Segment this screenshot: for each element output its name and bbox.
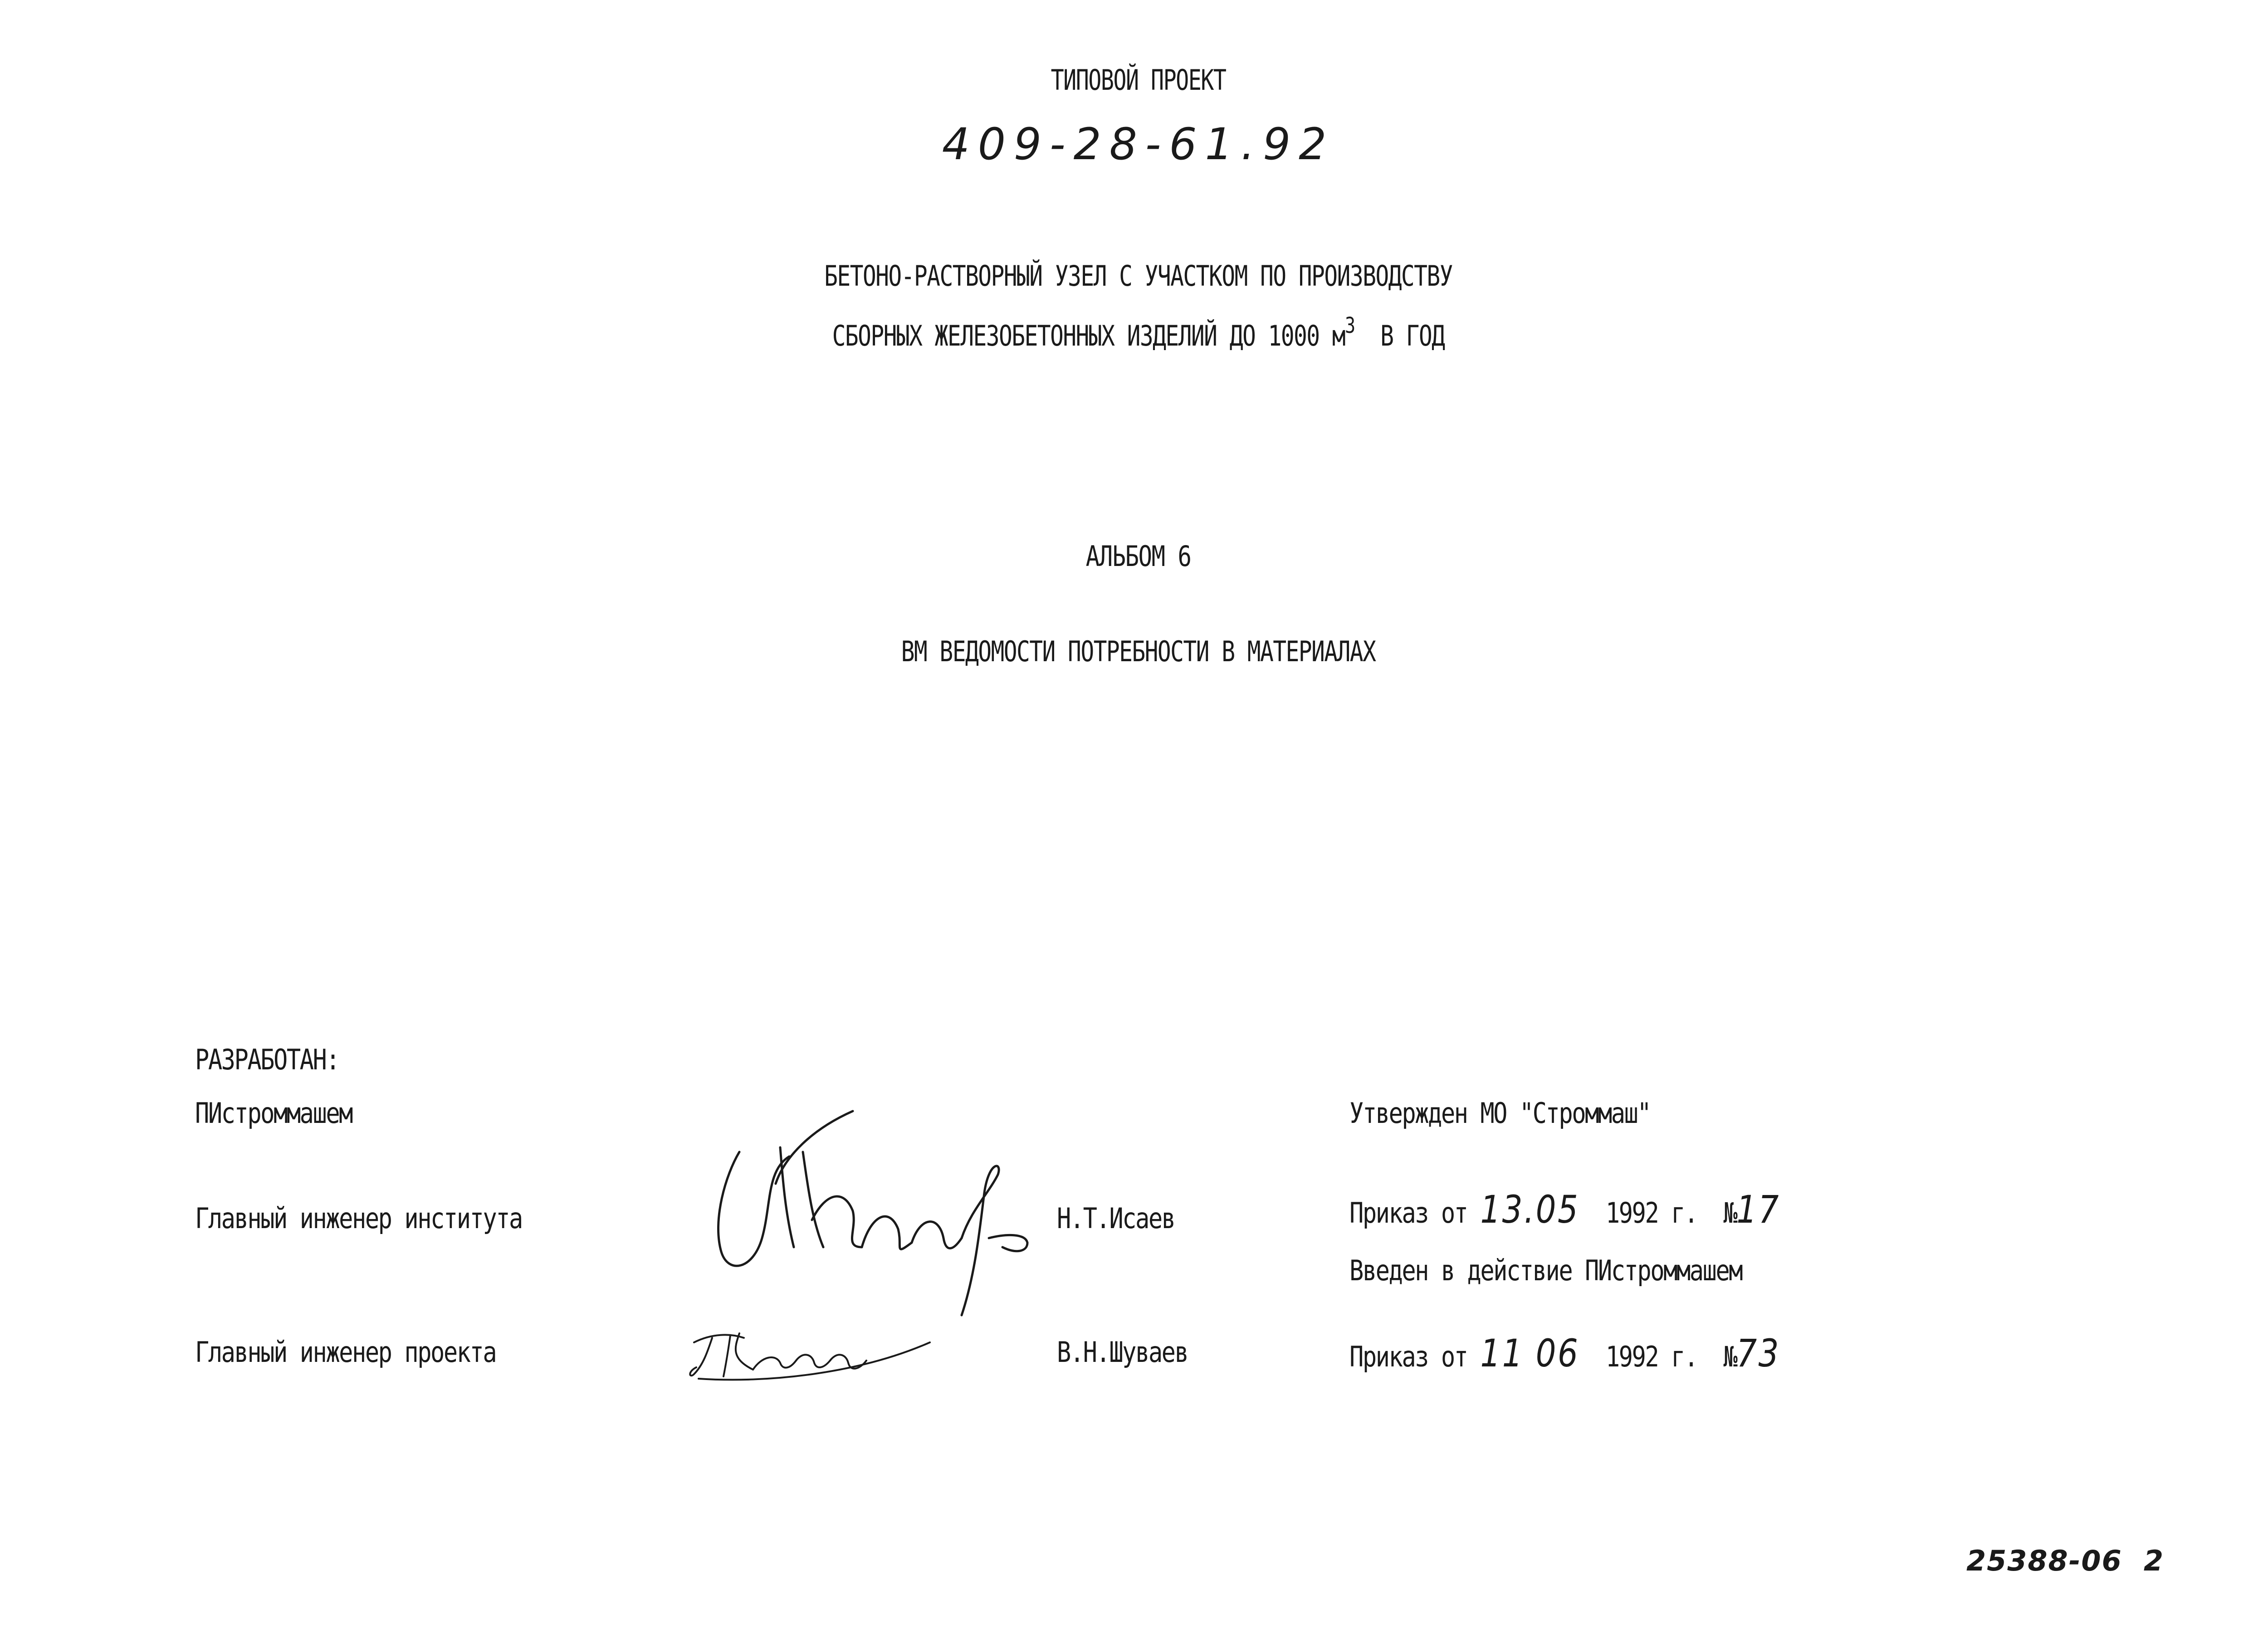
order-line-2 [1349,1331,1780,1375]
order-line-1 [1349,1187,1780,1232]
order-2-number-sign: № [1723,1340,1737,1373]
signer-1-name: Н.Т.Исаев [1057,1202,1175,1235]
title-line-2 [228,313,2049,352]
title-line-2-prefix: СБОРНЫХ ЖЕЛЕЗОБЕТОННЫХ ИЗДЕЛИЙ ДО 1000 м [832,319,1345,352]
project-number: 409-28-61.92 [942,119,1335,170]
order-1-number-sign: № [1723,1196,1737,1229]
signature-isaev [708,1102,1034,1320]
order-1-prefix: Приказ от [1349,1196,1467,1229]
institute-name: ПИстроммашем [195,1097,352,1130]
title-line-1: БЕТОНО-РАСТВОРНЫЙ УЗЕЛ С УЧАСТКОМ ПО ПРОИЗВОДСТВУ [824,259,1452,293]
introduced-by: Введен в действие ПИстроммашем [1349,1254,1742,1287]
stamp-sheet-number: 2 [2143,1544,2165,1577]
album-subtitle: ВМ ВЕДОМОСТИ ПОТРЕБНОСТИ В МАТЕРИАЛАХ [901,635,1376,668]
title-superscript: 3 [1345,313,1355,338]
signer-2-name: В.Н.Шуваев [1057,1336,1188,1369]
order-2-date: 11 06 [1480,1331,1580,1375]
album-label: АЛЬБОМ 6 [1085,540,1191,573]
order-2-number: 73 [1736,1331,1780,1375]
order-1-date: 13.05 [1480,1187,1580,1232]
signature-shuvaev [685,1315,939,1383]
document-stamp [1966,1544,2164,1577]
stamp-doc-number: 25388-06 [1966,1544,2122,1577]
project-label: ТИПОВОЙ ПРОЕКТ [1051,63,1226,97]
order-2-prefix: Приказ от [1349,1340,1467,1373]
chief-engineer-project-label: Главный инженер проекта [195,1336,496,1369]
order-1-number: 17 [1736,1187,1780,1232]
order-2-year: 1992 г. [1605,1340,1697,1373]
developed-by-label: РАЗРАБОТАН: [195,1043,339,1076]
order-1-year: 1992 г. [1605,1196,1697,1229]
chief-engineer-institute-label: Главный инженер института [195,1202,522,1235]
title-line-2-suffix: В ГОД [1380,319,1445,352]
approved-by: Утвержден МО "Строммаш" [1349,1097,1651,1130]
